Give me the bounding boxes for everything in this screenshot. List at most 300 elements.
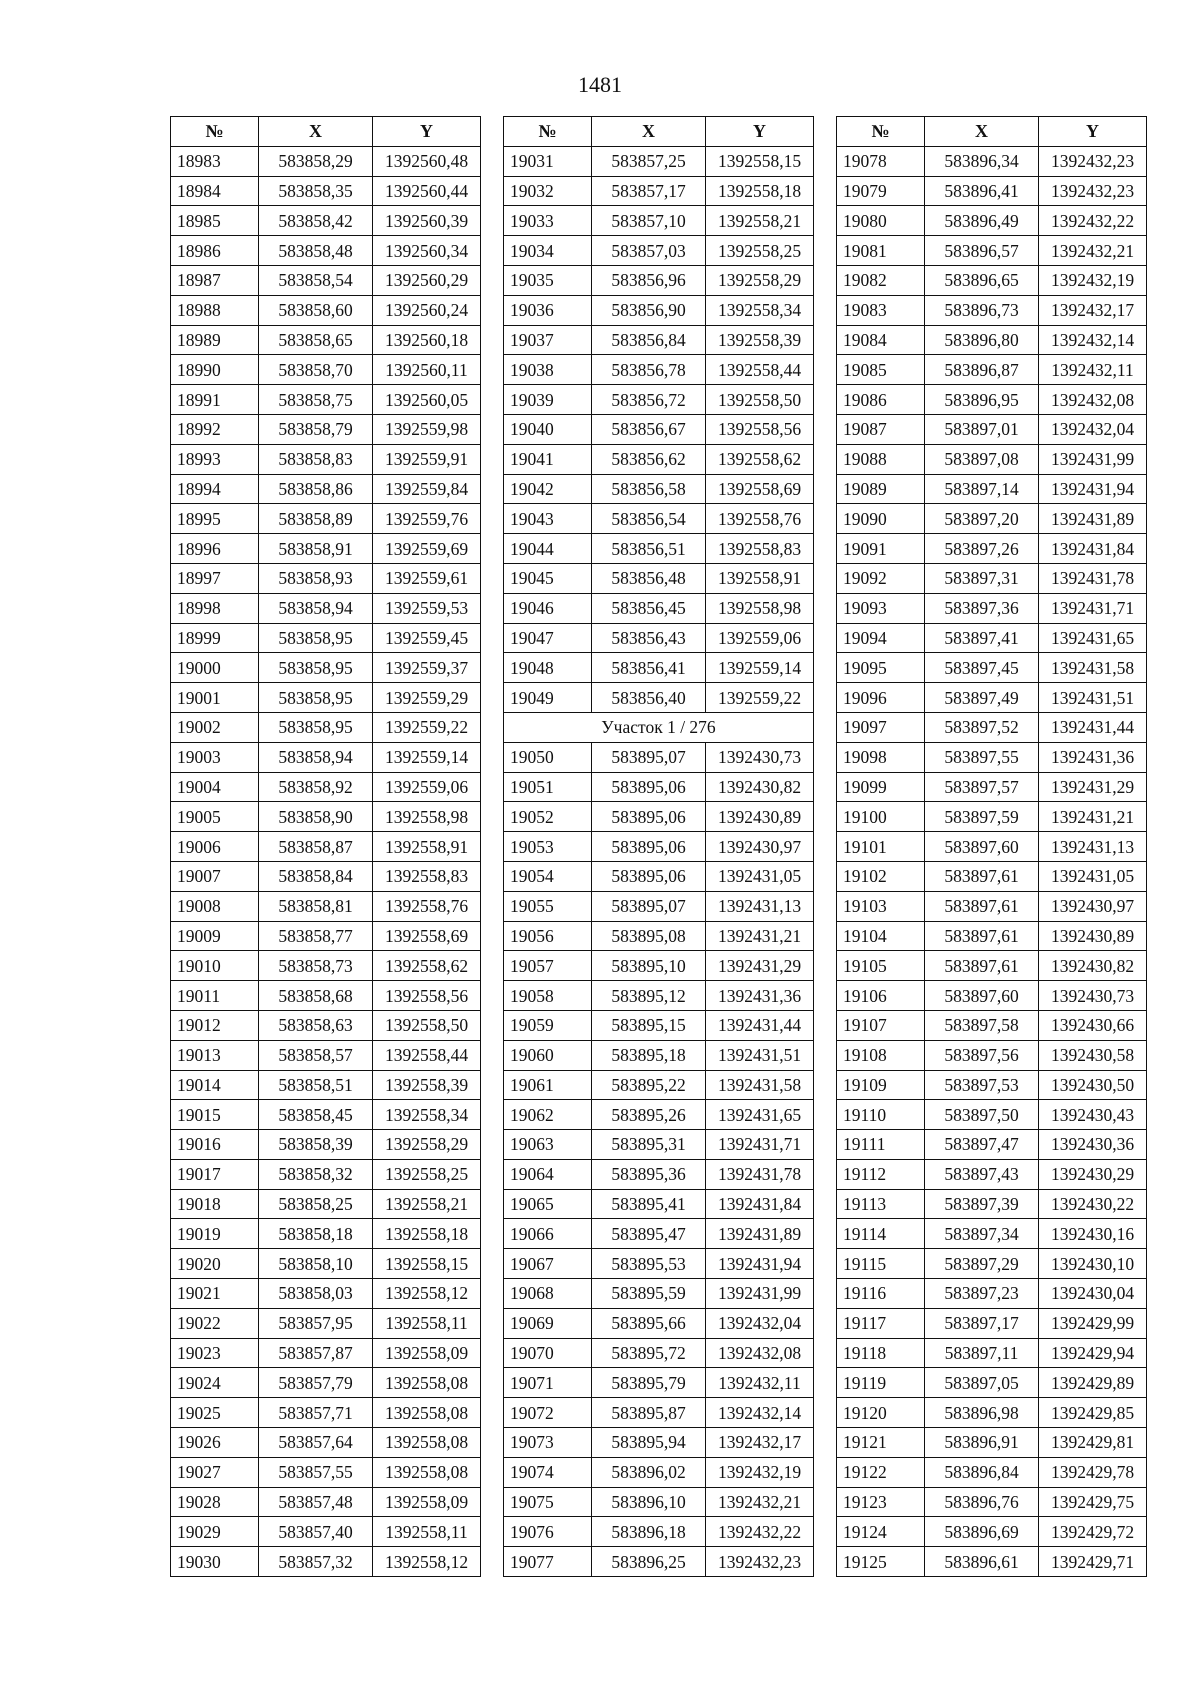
x-coordinate: 583858,54 — [259, 265, 373, 295]
x-coordinate: 583895,06 — [592, 802, 706, 832]
x-coordinate: 583895,07 — [592, 891, 706, 921]
table-row — [171, 236, 481, 266]
table-row — [171, 861, 481, 891]
point-number: 19090 — [837, 504, 925, 534]
x-coordinate: 583896,61 — [925, 1547, 1039, 1577]
x-coordinate: 583897,53 — [925, 1070, 1039, 1100]
table-row — [171, 1159, 481, 1189]
y-coordinate: 1392431,58 — [1039, 653, 1147, 683]
table-row — [171, 772, 481, 802]
y-coordinate: 1392432,14 — [706, 1398, 814, 1428]
y-coordinate: 1392559,84 — [373, 474, 481, 504]
table-row — [171, 653, 481, 683]
table-row — [171, 1368, 481, 1398]
y-coordinate: 1392431,99 — [1039, 444, 1147, 474]
table-row — [504, 1517, 814, 1547]
table-row — [837, 772, 1147, 802]
y-coordinate: 1392560,48 — [373, 146, 481, 176]
x-coordinate: 583895,79 — [592, 1368, 706, 1398]
x-coordinate: 583857,40 — [259, 1517, 373, 1547]
point-number: 18991 — [171, 385, 259, 415]
x-coordinate: 583858,95 — [259, 623, 373, 653]
y-coordinate: 1392558,39 — [706, 325, 814, 355]
point-number: 19033 — [504, 206, 592, 236]
table-row — [504, 891, 814, 921]
x-coordinate: 583858,18 — [259, 1219, 373, 1249]
table-row — [171, 474, 481, 504]
x-coordinate: 583856,67 — [592, 414, 706, 444]
y-coordinate: 1392558,25 — [706, 236, 814, 266]
point-number: 19121 — [837, 1428, 925, 1458]
y-coordinate: 1392430,82 — [1039, 951, 1147, 981]
table-row — [837, 176, 1147, 206]
table-row — [504, 683, 814, 713]
y-coordinate: 1392558,25 — [373, 1159, 481, 1189]
y-coordinate: 1392558,18 — [373, 1219, 481, 1249]
point-number: 19001 — [171, 683, 259, 713]
y-coordinate: 1392559,37 — [373, 653, 481, 683]
y-coordinate: 1392431,71 — [1039, 593, 1147, 623]
y-coordinate: 1392558,98 — [706, 593, 814, 623]
y-coordinate: 1392559,98 — [373, 414, 481, 444]
x-coordinate: 583896,65 — [925, 265, 1039, 295]
table-row — [504, 504, 814, 534]
point-number: 19056 — [504, 921, 592, 951]
table-row — [504, 1100, 814, 1130]
table-row — [837, 444, 1147, 474]
x-coordinate: 583897,39 — [925, 1189, 1039, 1219]
y-coordinate: 1392430,89 — [1039, 921, 1147, 951]
y-coordinate: 1392560,05 — [373, 385, 481, 415]
point-number: 19060 — [504, 1040, 592, 1070]
point-number: 19087 — [837, 414, 925, 444]
table-header-row — [504, 117, 814, 147]
y-coordinate: 1392558,29 — [706, 265, 814, 295]
table-row — [171, 563, 481, 593]
point-number: 19037 — [504, 325, 592, 355]
point-number: 19007 — [171, 861, 259, 891]
point-number: 19076 — [504, 1517, 592, 1547]
x-coordinate: 583897,36 — [925, 593, 1039, 623]
table-row — [837, 1040, 1147, 1070]
point-number: 19067 — [504, 1249, 592, 1279]
y-coordinate: 1392431,89 — [1039, 504, 1147, 534]
y-coordinate: 1392558,11 — [373, 1308, 481, 1338]
y-coordinate: 1392558,83 — [706, 534, 814, 564]
x-coordinate: 583858,60 — [259, 295, 373, 325]
coordinates-table-1 — [170, 116, 481, 1577]
table-row — [171, 1249, 481, 1279]
point-number: 19023 — [171, 1338, 259, 1368]
table-row — [837, 891, 1147, 921]
table-row — [837, 534, 1147, 564]
point-number: 19024 — [171, 1368, 259, 1398]
x-coordinate: 583897,41 — [925, 623, 1039, 653]
point-number: 19049 — [504, 683, 592, 713]
y-coordinate: 1392558,98 — [373, 802, 481, 832]
x-coordinate: 583896,49 — [925, 206, 1039, 236]
x-coordinate: 583896,80 — [925, 325, 1039, 355]
point-number: 19004 — [171, 772, 259, 802]
x-coordinate: 583895,36 — [592, 1159, 706, 1189]
y-coordinate: 1392559,76 — [373, 504, 481, 534]
y-coordinate: 1392432,08 — [1039, 385, 1147, 415]
point-number: 18997 — [171, 563, 259, 593]
x-coordinate: 583856,45 — [592, 593, 706, 623]
y-coordinate: 1392558,15 — [373, 1249, 481, 1279]
x-coordinate: 583858,86 — [259, 474, 373, 504]
y-coordinate: 1392431,71 — [706, 1130, 814, 1160]
point-number: 19053 — [504, 832, 592, 862]
point-number: 19022 — [171, 1308, 259, 1338]
point-number: 19071 — [504, 1368, 592, 1398]
point-number: 19103 — [837, 891, 925, 921]
table-row — [837, 1070, 1147, 1100]
x-coordinate: 583857,71 — [259, 1398, 373, 1428]
y-coordinate: 1392558,44 — [373, 1040, 481, 1070]
y-coordinate: 1392558,76 — [706, 504, 814, 534]
x-coordinate: 583897,14 — [925, 474, 1039, 504]
x-coordinate: 583857,03 — [592, 236, 706, 266]
table-row — [504, 1040, 814, 1070]
y-coordinate: 1392558,44 — [706, 355, 814, 385]
point-number: 19096 — [837, 683, 925, 713]
y-coordinate: 1392560,39 — [373, 206, 481, 236]
x-coordinate: 583857,55 — [259, 1457, 373, 1487]
x-coordinate: 583895,26 — [592, 1100, 706, 1130]
point-number: 19070 — [504, 1338, 592, 1368]
x-coordinate: 583897,57 — [925, 772, 1039, 802]
point-number: 19051 — [504, 772, 592, 802]
y-coordinate: 1392558,56 — [373, 981, 481, 1011]
table-row — [837, 1338, 1147, 1368]
x-coordinate: 583856,84 — [592, 325, 706, 355]
table-row — [171, 742, 481, 772]
x-coordinate: 583857,17 — [592, 176, 706, 206]
header-y: Y — [706, 117, 814, 147]
x-coordinate: 583858,25 — [259, 1189, 373, 1219]
x-coordinate: 583897,61 — [925, 861, 1039, 891]
header-number: № — [504, 117, 592, 147]
table-row — [504, 1398, 814, 1428]
table-row — [171, 146, 481, 176]
y-coordinate: 1392431,21 — [1039, 802, 1147, 832]
x-coordinate: 583858,10 — [259, 1249, 373, 1279]
x-coordinate: 583858,87 — [259, 832, 373, 862]
x-coordinate: 583897,58 — [925, 1010, 1039, 1040]
x-coordinate: 583858,94 — [259, 742, 373, 772]
x-coordinate: 583897,61 — [925, 951, 1039, 981]
table-row — [837, 265, 1147, 295]
point-number: 19094 — [837, 623, 925, 653]
table-row — [837, 1010, 1147, 1040]
header-y: Y — [1039, 117, 1147, 147]
table-row — [171, 534, 481, 564]
point-number: 19039 — [504, 385, 592, 415]
point-number: 19112 — [837, 1159, 925, 1189]
point-number: 18985 — [171, 206, 259, 236]
point-number: 19006 — [171, 832, 259, 862]
y-coordinate: 1392559,06 — [706, 623, 814, 653]
point-number: 19052 — [504, 802, 592, 832]
x-coordinate: 583856,78 — [592, 355, 706, 385]
x-coordinate: 583858,83 — [259, 444, 373, 474]
x-coordinate: 583895,72 — [592, 1338, 706, 1368]
x-coordinate: 583858,90 — [259, 802, 373, 832]
x-coordinate: 583856,58 — [592, 474, 706, 504]
y-coordinate: 1392558,21 — [373, 1189, 481, 1219]
point-number: 19029 — [171, 1517, 259, 1547]
y-coordinate: 1392560,29 — [373, 265, 481, 295]
y-coordinate: 1392558,50 — [373, 1010, 481, 1040]
point-number: 19084 — [837, 325, 925, 355]
x-coordinate: 583896,87 — [925, 355, 1039, 385]
table-row — [837, 1219, 1147, 1249]
point-number: 19038 — [504, 355, 592, 385]
y-coordinate: 1392431,89 — [706, 1219, 814, 1249]
table-row — [504, 1189, 814, 1219]
y-coordinate: 1392558,62 — [706, 444, 814, 474]
table-row — [504, 474, 814, 504]
y-coordinate: 1392558,08 — [373, 1398, 481, 1428]
table-row — [837, 1308, 1147, 1338]
table-row — [171, 1010, 481, 1040]
y-coordinate: 1392429,81 — [1039, 1428, 1147, 1458]
x-coordinate: 583896,34 — [925, 146, 1039, 176]
point-number: 19098 — [837, 742, 925, 772]
table-row — [171, 832, 481, 862]
y-coordinate: 1392432,21 — [706, 1487, 814, 1517]
point-number: 19111 — [837, 1130, 925, 1160]
x-coordinate: 583856,48 — [592, 563, 706, 593]
table-row — [171, 1547, 481, 1577]
point-number: 19014 — [171, 1070, 259, 1100]
point-number: 18984 — [171, 176, 259, 206]
point-number: 19123 — [837, 1487, 925, 1517]
y-coordinate: 1392431,29 — [706, 951, 814, 981]
table-row — [837, 742, 1147, 772]
y-coordinate: 1392431,58 — [706, 1070, 814, 1100]
x-coordinate: 583897,01 — [925, 414, 1039, 444]
y-coordinate: 1392430,73 — [1039, 981, 1147, 1011]
y-coordinate: 1392431,21 — [706, 921, 814, 951]
x-coordinate: 583897,59 — [925, 802, 1039, 832]
point-number: 19002 — [171, 712, 259, 742]
point-number: 19015 — [171, 1100, 259, 1130]
y-coordinate: 1392430,97 — [1039, 891, 1147, 921]
x-coordinate: 583856,54 — [592, 504, 706, 534]
point-number: 19030 — [171, 1547, 259, 1577]
table-row — [171, 176, 481, 206]
y-coordinate: 1392432,14 — [1039, 325, 1147, 355]
table-row — [837, 414, 1147, 444]
table-row — [171, 444, 481, 474]
x-coordinate: 583895,94 — [592, 1428, 706, 1458]
x-coordinate: 583895,41 — [592, 1189, 706, 1219]
x-coordinate: 583858,73 — [259, 951, 373, 981]
point-number: 19079 — [837, 176, 925, 206]
point-number: 19020 — [171, 1249, 259, 1279]
x-coordinate: 583896,25 — [592, 1547, 706, 1577]
table-row — [837, 1189, 1147, 1219]
x-coordinate: 583895,22 — [592, 1070, 706, 1100]
x-coordinate: 583856,41 — [592, 653, 706, 683]
y-coordinate: 1392430,22 — [1039, 1189, 1147, 1219]
x-coordinate: 583896,69 — [925, 1517, 1039, 1547]
point-number: 19101 — [837, 832, 925, 862]
y-coordinate: 1392558,34 — [706, 295, 814, 325]
point-number: 19078 — [837, 146, 925, 176]
x-coordinate: 583895,08 — [592, 921, 706, 951]
table-row — [837, 1517, 1147, 1547]
x-coordinate: 583897,34 — [925, 1219, 1039, 1249]
point-number: 19104 — [837, 921, 925, 951]
table-row — [171, 951, 481, 981]
table-row — [837, 1457, 1147, 1487]
point-number: 19085 — [837, 355, 925, 385]
x-coordinate: 583856,96 — [592, 265, 706, 295]
y-coordinate: 1392432,17 — [1039, 295, 1147, 325]
x-coordinate: 583897,05 — [925, 1368, 1039, 1398]
point-number: 19008 — [171, 891, 259, 921]
point-number: 19122 — [837, 1457, 925, 1487]
y-coordinate: 1392558,18 — [706, 176, 814, 206]
table-row — [171, 1428, 481, 1458]
x-coordinate: 583896,41 — [925, 176, 1039, 206]
table-row — [171, 802, 481, 832]
table-row — [504, 1547, 814, 1577]
y-coordinate: 1392558,29 — [373, 1130, 481, 1160]
point-number: 18989 — [171, 325, 259, 355]
y-coordinate: 1392559,22 — [373, 712, 481, 742]
y-coordinate: 1392558,91 — [706, 563, 814, 593]
point-number: 19082 — [837, 265, 925, 295]
y-coordinate: 1392559,29 — [373, 683, 481, 713]
x-coordinate: 583858,77 — [259, 921, 373, 951]
point-number: 19100 — [837, 802, 925, 832]
point-number: 19069 — [504, 1308, 592, 1338]
point-number: 19019 — [171, 1219, 259, 1249]
y-coordinate: 1392430,58 — [1039, 1040, 1147, 1070]
header-x: X — [259, 117, 373, 147]
table-row — [171, 623, 481, 653]
point-number: 19117 — [837, 1308, 925, 1338]
point-number: 19003 — [171, 742, 259, 772]
table-row — [504, 802, 814, 832]
x-coordinate: 583856,90 — [592, 295, 706, 325]
point-number: 19119 — [837, 1368, 925, 1398]
table-row — [171, 1070, 481, 1100]
point-number: 19093 — [837, 593, 925, 623]
x-coordinate: 583857,87 — [259, 1338, 373, 1368]
x-coordinate: 583897,47 — [925, 1130, 1039, 1160]
x-coordinate: 583895,59 — [592, 1279, 706, 1309]
table-row — [837, 832, 1147, 862]
y-coordinate: 1392431,94 — [1039, 474, 1147, 504]
y-coordinate: 1392431,44 — [706, 1010, 814, 1040]
point-number: 19032 — [504, 176, 592, 206]
point-number: 19045 — [504, 563, 592, 593]
x-coordinate: 583857,25 — [592, 146, 706, 176]
table-row — [171, 712, 481, 742]
table-row — [171, 1308, 481, 1338]
point-number: 19080 — [837, 206, 925, 236]
x-coordinate: 583896,84 — [925, 1457, 1039, 1487]
y-coordinate: 1392430,43 — [1039, 1100, 1147, 1130]
header-y: Y — [373, 117, 481, 147]
x-coordinate: 583897,61 — [925, 891, 1039, 921]
y-coordinate: 1392432,21 — [1039, 236, 1147, 266]
x-coordinate: 583858,35 — [259, 176, 373, 206]
table-row — [504, 772, 814, 802]
point-number: 19092 — [837, 563, 925, 593]
y-coordinate: 1392558,34 — [373, 1100, 481, 1130]
table-row — [171, 1279, 481, 1309]
table-row — [504, 295, 814, 325]
table-row — [171, 1219, 481, 1249]
y-coordinate: 1392558,15 — [706, 146, 814, 176]
y-coordinate: 1392430,29 — [1039, 1159, 1147, 1189]
y-coordinate: 1392559,61 — [373, 563, 481, 593]
point-number: 19114 — [837, 1219, 925, 1249]
table-row — [171, 355, 481, 385]
x-coordinate: 583895,31 — [592, 1130, 706, 1160]
y-coordinate: 1392558,12 — [373, 1279, 481, 1309]
y-coordinate: 1392431,94 — [706, 1249, 814, 1279]
point-number: 19124 — [837, 1517, 925, 1547]
x-coordinate: 583897,60 — [925, 981, 1039, 1011]
table-row — [837, 236, 1147, 266]
table-row — [837, 1279, 1147, 1309]
y-coordinate: 1392558,12 — [373, 1547, 481, 1577]
table-row — [504, 951, 814, 981]
y-coordinate: 1392431,44 — [1039, 712, 1147, 742]
point-number: 19091 — [837, 534, 925, 564]
point-number: 19088 — [837, 444, 925, 474]
point-number: 19074 — [504, 1457, 592, 1487]
x-coordinate: 583897,60 — [925, 832, 1039, 862]
coordinates-table-3 — [836, 116, 1147, 1577]
y-coordinate: 1392431,13 — [1039, 832, 1147, 862]
x-coordinate: 583858,81 — [259, 891, 373, 921]
y-coordinate: 1392559,14 — [373, 742, 481, 772]
x-coordinate: 583858,42 — [259, 206, 373, 236]
table-header-row — [837, 117, 1147, 147]
y-coordinate: 1392558,50 — [706, 385, 814, 415]
x-coordinate: 583858,89 — [259, 504, 373, 534]
table-row — [504, 1159, 814, 1189]
y-coordinate: 1392431,84 — [1039, 534, 1147, 564]
table-row — [837, 474, 1147, 504]
table-row — [504, 1368, 814, 1398]
x-coordinate: 583857,48 — [259, 1487, 373, 1517]
x-coordinate: 583858,95 — [259, 712, 373, 742]
header-x: X — [925, 117, 1039, 147]
point-number: 19125 — [837, 1547, 925, 1577]
x-coordinate: 583858,70 — [259, 355, 373, 385]
x-coordinate: 583897,17 — [925, 1308, 1039, 1338]
table-row — [171, 593, 481, 623]
table-row — [837, 1428, 1147, 1458]
x-coordinate: 583897,29 — [925, 1249, 1039, 1279]
y-coordinate: 1392430,66 — [1039, 1010, 1147, 1040]
y-coordinate: 1392558,39 — [373, 1070, 481, 1100]
point-number: 19025 — [171, 1398, 259, 1428]
point-number: 19072 — [504, 1398, 592, 1428]
table-row — [837, 504, 1147, 534]
point-number: 19068 — [504, 1279, 592, 1309]
y-coordinate: 1392432,22 — [706, 1517, 814, 1547]
